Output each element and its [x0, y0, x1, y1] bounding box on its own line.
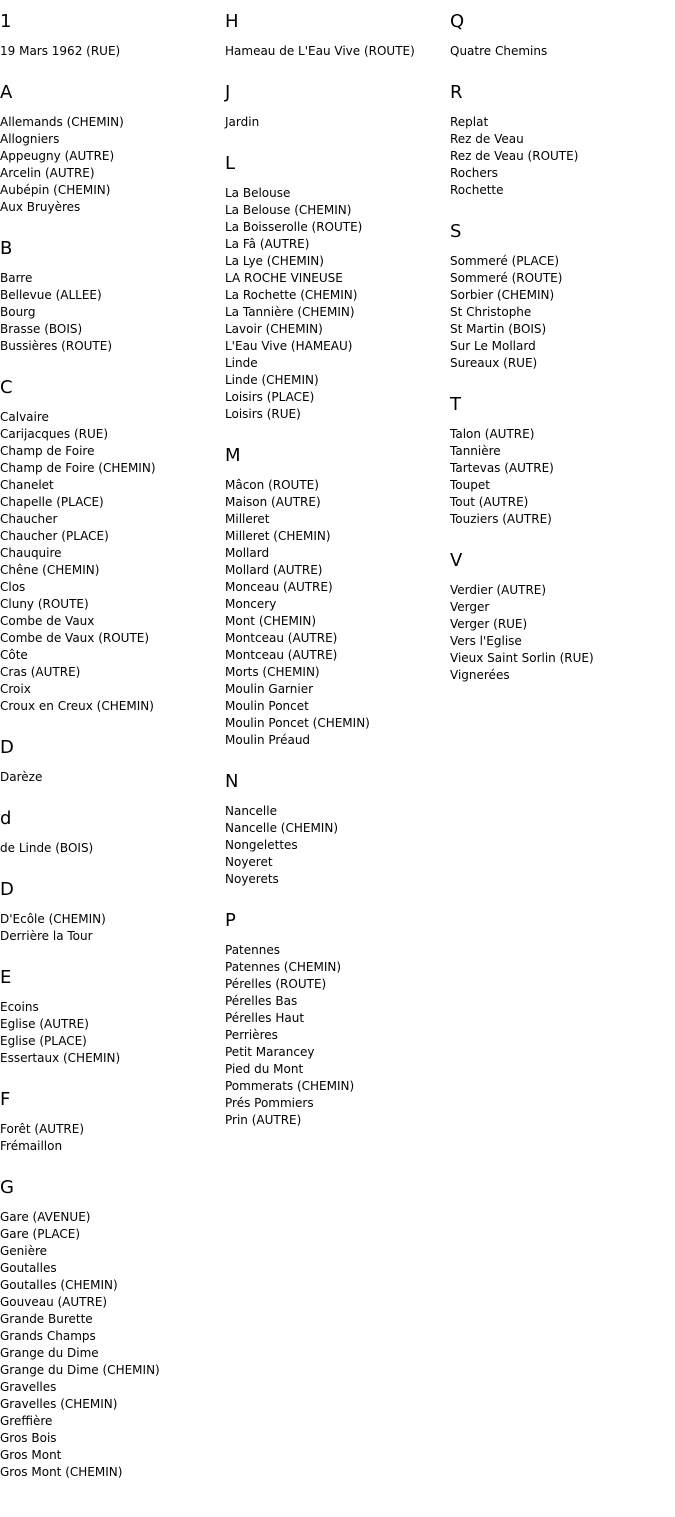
- street-link[interactable]: Gravelles: [0, 1380, 57, 1394]
- street-link[interactable]: Quatre Chemins: [450, 44, 548, 58]
- street-link[interactable]: Aubépin (CHEMIN): [0, 183, 111, 197]
- street-link[interactable]: Frémaillon: [0, 1139, 63, 1153]
- street-link[interactable]: Maison (AUTRE): [225, 495, 321, 509]
- street-link[interactable]: Champ de Foire (CHEMIN): [0, 461, 156, 475]
- street-link[interactable]: Pied du Mont: [225, 1062, 304, 1076]
- letter-group: [0, 239, 222, 355]
- street-link[interactable]: Vignerées: [450, 668, 510, 682]
- street-link[interactable]: Bussières (ROUTE): [0, 339, 113, 353]
- street-link[interactable]: Nancelle (CHEMIN): [225, 821, 338, 835]
- street-link[interactable]: Sur Le Mollard: [450, 339, 536, 353]
- street-link[interactable]: Talon (AUTRE): [450, 427, 535, 441]
- street-link[interactable]: Gare (PLACE): [0, 1227, 81, 1241]
- street-link[interactable]: Patennes: [225, 943, 280, 957]
- letter-heading: N: [225, 771, 239, 792]
- street-link[interactable]: Moulin Garnier: [225, 682, 314, 696]
- letter-group: [225, 446, 447, 749]
- street-link[interactable]: Verdier (AUTRE): [450, 583, 547, 597]
- letter-group: [450, 395, 672, 528]
- street-link[interactable]: La Rochette (CHEMIN): [225, 288, 358, 302]
- street-link[interactable]: de Linde (BOIS): [0, 841, 94, 855]
- letter-group: [0, 1090, 222, 1155]
- street-link[interactable]: Pommerats (CHEMIN): [225, 1079, 355, 1093]
- letter-heading: D: [0, 879, 14, 900]
- street-link[interactable]: Lavoir (CHEMIN): [225, 322, 323, 336]
- letter-group: [225, 83, 447, 131]
- street-link[interactable]: Moulin Préaud: [225, 733, 311, 747]
- street-link[interactable]: La Lye (CHEMIN): [225, 254, 324, 268]
- street-link[interactable]: La Fâ (AUTRE): [225, 237, 310, 251]
- street-link[interactable]: Morts (CHEMIN): [225, 665, 320, 679]
- letter-heading: M: [225, 445, 241, 466]
- street-link[interactable]: Touziers (AUTRE): [450, 512, 552, 526]
- street-link[interactable]: Rochers: [450, 166, 498, 180]
- street-link[interactable]: 19 Mars 1962 (RUE): [0, 44, 121, 58]
- street-link[interactable]: Petit Marancey: [225, 1045, 315, 1059]
- street-link[interactable]: Calvaire: [0, 410, 49, 424]
- street-link[interactable]: Darèze: [0, 770, 43, 784]
- street-link[interactable]: Verger: [450, 600, 490, 614]
- street-link[interactable]: La Boisserolle (ROUTE): [225, 220, 363, 234]
- street-link[interactable]: Montceau (AUTRE): [225, 648, 338, 662]
- street-link[interactable]: La Belouse: [225, 186, 291, 200]
- street-link[interactable]: Mont (CHEMIN): [225, 614, 317, 628]
- letter-heading: F: [0, 1089, 11, 1110]
- letter-group: [225, 911, 447, 1129]
- street-link[interactable]: Noyeret: [225, 855, 273, 869]
- street-link[interactable]: Milleret: [225, 512, 270, 526]
- street-link[interactable]: St Christophe: [450, 305, 532, 319]
- street-link[interactable]: Carijacques (RUE): [0, 427, 109, 441]
- letter-heading: C: [0, 377, 13, 398]
- street-link[interactable]: Grands Champs: [0, 1329, 96, 1343]
- letter-heading: J: [225, 82, 231, 103]
- street-link[interactable]: Clos: [0, 580, 26, 594]
- street-link[interactable]: Linde: [225, 356, 258, 370]
- street-link[interactable]: Greffière: [0, 1414, 53, 1428]
- street-link[interactable]: Bellevue (ALLEE): [0, 288, 102, 302]
- street-link[interactable]: Goutalles: [0, 1261, 57, 1275]
- street-link[interactable]: Arcelin (AUTRE): [0, 166, 95, 180]
- street-link[interactable]: Eglise (PLACE): [0, 1034, 87, 1048]
- street-link[interactable]: Goutalles (CHEMIN): [0, 1278, 118, 1292]
- street-link[interactable]: Mollard (AUTRE): [225, 563, 323, 577]
- street-link[interactable]: Vers l'Eglise: [450, 634, 522, 648]
- street-link[interactable]: Prin (AUTRE): [225, 1113, 302, 1127]
- street-link[interactable]: Hameau de L'Eau Vive (ROUTE): [225, 44, 415, 58]
- street-link[interactable]: Barre: [0, 271, 33, 285]
- street-link[interactable]: LA ROCHE VINEUSE: [225, 271, 343, 285]
- street-link[interactable]: Ecoins: [0, 1000, 39, 1014]
- street-link[interactable]: Loisirs (RUE): [225, 407, 301, 421]
- letter-heading: E: [0, 967, 12, 988]
- street-link[interactable]: Montceau (AUTRE): [225, 631, 338, 645]
- street-link[interactable]: Cras (AUTRE): [0, 665, 81, 679]
- street-link[interactable]: Chêne (CHEMIN): [0, 563, 100, 577]
- street-link[interactable]: Brasse (BOIS): [0, 322, 83, 336]
- street-link[interactable]: Chaucher (PLACE): [0, 529, 109, 543]
- letter-heading: R: [450, 82, 463, 103]
- street-link[interactable]: L'Eau Vive (HAMEAU): [225, 339, 353, 353]
- letter-group: [0, 12, 222, 60]
- letter-group: [0, 378, 222, 715]
- letter-heading: 1: [0, 11, 12, 32]
- letter-group: [0, 738, 222, 786]
- street-link[interactable]: Moulin Poncet: [225, 699, 309, 713]
- street-link[interactable]: Tout (AUTRE): [450, 495, 529, 509]
- street-link[interactable]: D'Ecôle (CHEMIN): [0, 912, 106, 926]
- street-link[interactable]: Tartevas (AUTRE): [450, 461, 554, 475]
- street-index-column-3: [450, 12, 672, 707]
- letter-heading: A: [0, 82, 13, 103]
- letter-group: [0, 880, 222, 945]
- letter-heading: P: [225, 910, 236, 931]
- letter-group: [0, 809, 222, 857]
- street-link[interactable]: Rez de Veau (ROUTE): [450, 149, 579, 163]
- street-link[interactable]: Combe de Vaux: [0, 614, 95, 628]
- street-link[interactable]: Moulin Poncet (CHEMIN): [225, 716, 370, 730]
- street-link[interactable]: Vieux Saint Sorlin (RUE): [450, 651, 594, 665]
- street-link[interactable]: Linde (CHEMIN): [225, 373, 319, 387]
- street-link[interactable]: Noyerets: [225, 872, 279, 886]
- street-link[interactable]: Essertaux (CHEMIN): [0, 1051, 121, 1065]
- street-link[interactable]: Grange du Dime: [0, 1346, 99, 1360]
- letter-heading: Q: [450, 11, 465, 32]
- street-link[interactable]: Jardin: [225, 115, 260, 129]
- street-link[interactable]: Nancelle: [225, 804, 277, 818]
- street-link[interactable]: Gravelles (CHEMIN): [0, 1397, 118, 1411]
- street-link[interactable]: Patennes (CHEMIN): [225, 960, 342, 974]
- letter-group: [450, 222, 672, 372]
- street-link[interactable]: Sommeré (ROUTE): [450, 271, 563, 285]
- street-link[interactable]: Allogniers: [0, 132, 60, 146]
- street-link[interactable]: Aux Bruyères: [0, 200, 81, 214]
- letter-heading: T: [450, 394, 461, 415]
- street-link[interactable]: Eglise (AUTRE): [0, 1017, 89, 1031]
- letter-heading: L: [225, 153, 236, 174]
- street-link[interactable]: St Martin (BOIS): [450, 322, 547, 336]
- street-link[interactable]: Tannière: [450, 444, 501, 458]
- letter-group: [0, 83, 222, 216]
- letter-group: [450, 551, 672, 684]
- street-link[interactable]: Milleret (CHEMIN): [225, 529, 331, 543]
- letter-heading: G: [0, 1177, 14, 1198]
- street-link[interactable]: Bourg: [0, 305, 36, 319]
- street-link[interactable]: Croux en Creux (CHEMIN): [0, 699, 154, 713]
- street-link[interactable]: La Tannière (CHEMIN): [225, 305, 355, 319]
- letter-heading: S: [450, 221, 462, 242]
- street-link[interactable]: Derrière la Tour: [0, 929, 93, 943]
- street-link[interactable]: Sorbier (CHEMIN): [450, 288, 555, 302]
- street-index-column-2: [225, 12, 447, 1152]
- street-link[interactable]: Pérelles Bas: [225, 994, 298, 1008]
- letter-group: [225, 154, 447, 423]
- street-link[interactable]: Replat: [450, 115, 489, 129]
- street-link[interactable]: Loisirs (PLACE): [225, 390, 315, 404]
- street-link[interactable]: Nongelettes: [225, 838, 298, 852]
- street-link[interactable]: Grande Burette: [0, 1312, 93, 1326]
- street-link[interactable]: Appeugny (AUTRE): [0, 149, 115, 163]
- street-link[interactable]: Verger (RUE): [450, 617, 528, 631]
- letter-group: [450, 83, 672, 199]
- street-link[interactable]: Chauquire: [0, 546, 62, 560]
- street-link[interactable]: Gros Mont: [0, 1448, 62, 1462]
- street-link[interactable]: Chanelet: [0, 478, 54, 492]
- letter-heading: d: [0, 808, 12, 829]
- street-link[interactable]: Combe de Vaux (ROUTE): [0, 631, 150, 645]
- street-index-column-1: [0, 12, 222, 1504]
- street-link[interactable]: Gros Mont (CHEMIN): [0, 1465, 123, 1479]
- street-link[interactable]: Sureaux (RUE): [450, 356, 538, 370]
- letter-group: [0, 1178, 222, 1481]
- street-link[interactable]: Prés Pommiers: [225, 1096, 314, 1110]
- street-link[interactable]: Allemands (CHEMIN): [0, 115, 124, 129]
- street-link[interactable]: Monceau (AUTRE): [225, 580, 333, 594]
- letter-heading: B: [0, 238, 13, 259]
- street-link[interactable]: Rez de Veau: [450, 132, 524, 146]
- street-link[interactable]: Pérelles Haut: [225, 1011, 305, 1025]
- street-link[interactable]: Chaucher: [0, 512, 58, 526]
- street-link[interactable]: Toupet: [450, 478, 490, 492]
- street-link[interactable]: Cluny (ROUTE): [0, 597, 89, 611]
- street-link[interactable]: Chapelle (PLACE): [0, 495, 104, 509]
- street-link[interactable]: Pérelles (ROUTE): [225, 977, 327, 991]
- street-link[interactable]: Gros Bois: [0, 1431, 57, 1445]
- street-link[interactable]: La Belouse (CHEMIN): [225, 203, 352, 217]
- street-link[interactable]: Sommeré (PLACE): [450, 254, 560, 268]
- letter-group: [0, 968, 222, 1067]
- street-link[interactable]: Croix: [0, 682, 31, 696]
- letter-heading: H: [225, 11, 239, 32]
- street-link[interactable]: Gare (AVENUE): [0, 1210, 91, 1224]
- street-link[interactable]: Mollard: [225, 546, 270, 560]
- street-link[interactable]: Mâcon (ROUTE): [225, 478, 319, 492]
- letter-group: [450, 12, 672, 60]
- street-link[interactable]: Genière: [0, 1244, 48, 1258]
- letter-group: [225, 12, 447, 60]
- street-link[interactable]: Rochette: [450, 183, 504, 197]
- letter-heading: D: [0, 737, 14, 758]
- street-link[interactable]: Forêt (AUTRE): [0, 1122, 84, 1136]
- street-link[interactable]: Gouveau (AUTRE): [0, 1295, 108, 1309]
- street-link[interactable]: Grange du Dime (CHEMIN): [0, 1363, 160, 1377]
- street-link[interactable]: Moncery: [225, 597, 277, 611]
- street-link[interactable]: Côte: [0, 648, 28, 662]
- letter-group: [225, 772, 447, 888]
- letter-heading: V: [450, 550, 463, 571]
- street-link[interactable]: Perrières: [225, 1028, 278, 1042]
- street-link[interactable]: Champ de Foire: [0, 444, 95, 458]
